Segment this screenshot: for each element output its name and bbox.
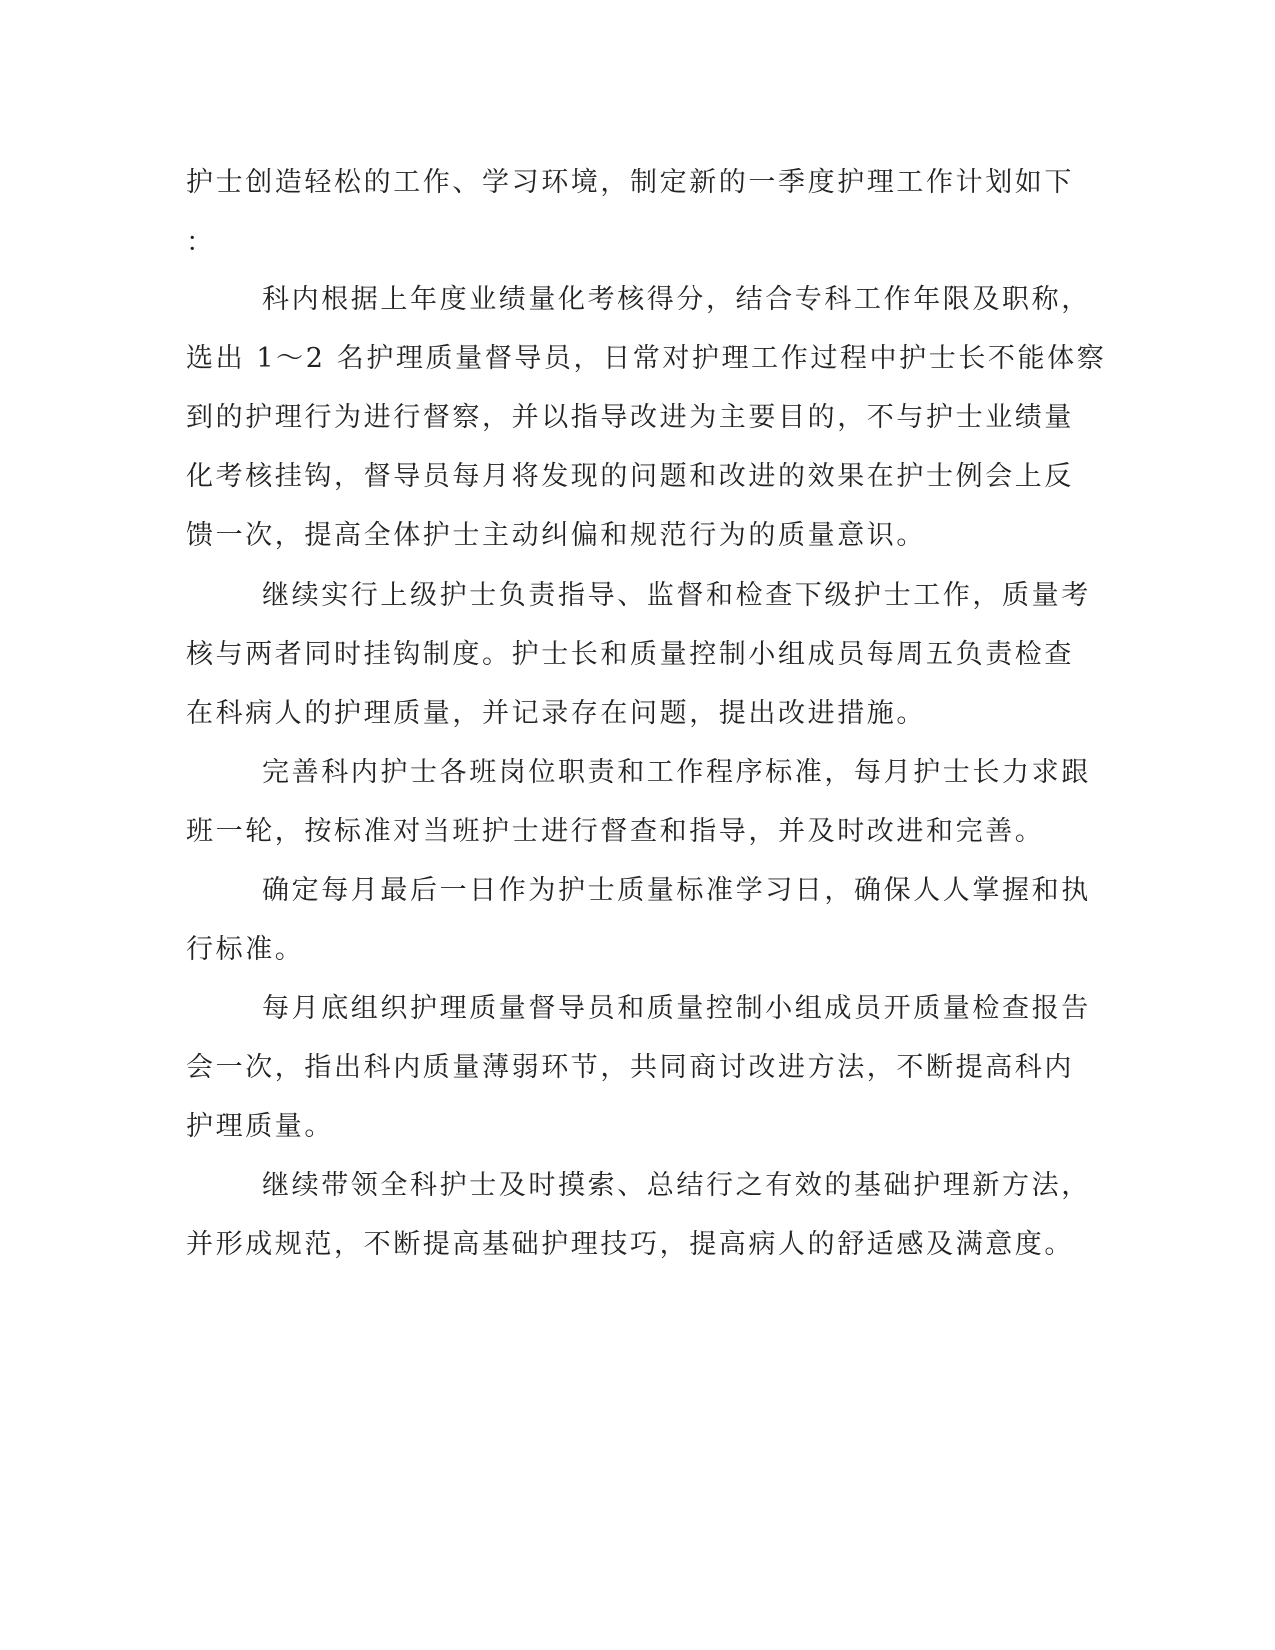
intro-line: 护士创造轻松的工作、学习环境，制定新的一季度护理工作计划如下 (186, 167, 1074, 198)
paragraph-line: 核与两者同时挂钩制度。护士长和质量控制小组成员每周五负责检查 (186, 639, 1074, 670)
paragraph-line: 会一次，指出科内质量薄弱环节，共同商讨改进方法，不断提高科内 (186, 1052, 1074, 1083)
paragraph-line: 确定每月最后一日作为护士质量标准学习日，确保人人掌握和执 (262, 875, 1091, 906)
paragraph-line: 化考核挂钩，督导员每月将发现的问题和改进的效果在护士例会上反 (186, 461, 1074, 492)
paragraph-line: 班一轮，按标准对当班护士进行督查和指导，并及时改进和完善。 (186, 816, 1045, 847)
paragraph-line: 每月底组织护理质量督导员和质量控制小组成员开质量检查报告 (262, 993, 1091, 1024)
paragraph-line: 科内根据上年度业绩量化考核得分，结合专科工作年限及职称， (262, 284, 1091, 315)
paragraph-line: 继续实行上级护士负责指导、监督和检查下级护士工作，质量考 (262, 580, 1091, 611)
intro-line: ： (186, 227, 216, 258)
paragraph-line: 选出 1～2 名护理质量督导员，日常对护理工作过程中护士长不能体察 (186, 343, 1107, 374)
paragraph-line: 行标准。 (186, 934, 305, 965)
paragraph-line: 护理质量。 (186, 1111, 334, 1142)
paragraph-line: 馈一次，提高全体护士主动纠偏和规范行为的质量意识。 (186, 520, 926, 551)
paragraph-line: 到的护理行为进行督察，并以指导改进为主要目的，不与护士业绩量 (186, 402, 1074, 433)
paragraph-line: 继续带领全科护士及时摸索、总结行之有效的基础护理新方法， (262, 1170, 1091, 1201)
paragraph-line: 完善科内护士各班岗位职责和工作程序标准，每月护士长力求跟 (262, 757, 1091, 788)
paragraph-line: 在科病人的护理质量，并记录存在问题，提出改进措施。 (186, 698, 926, 729)
paragraph-line: 并形成规范，不断提高基础护理技巧，提高病人的舒适感及满意度。 (186, 1229, 1074, 1260)
